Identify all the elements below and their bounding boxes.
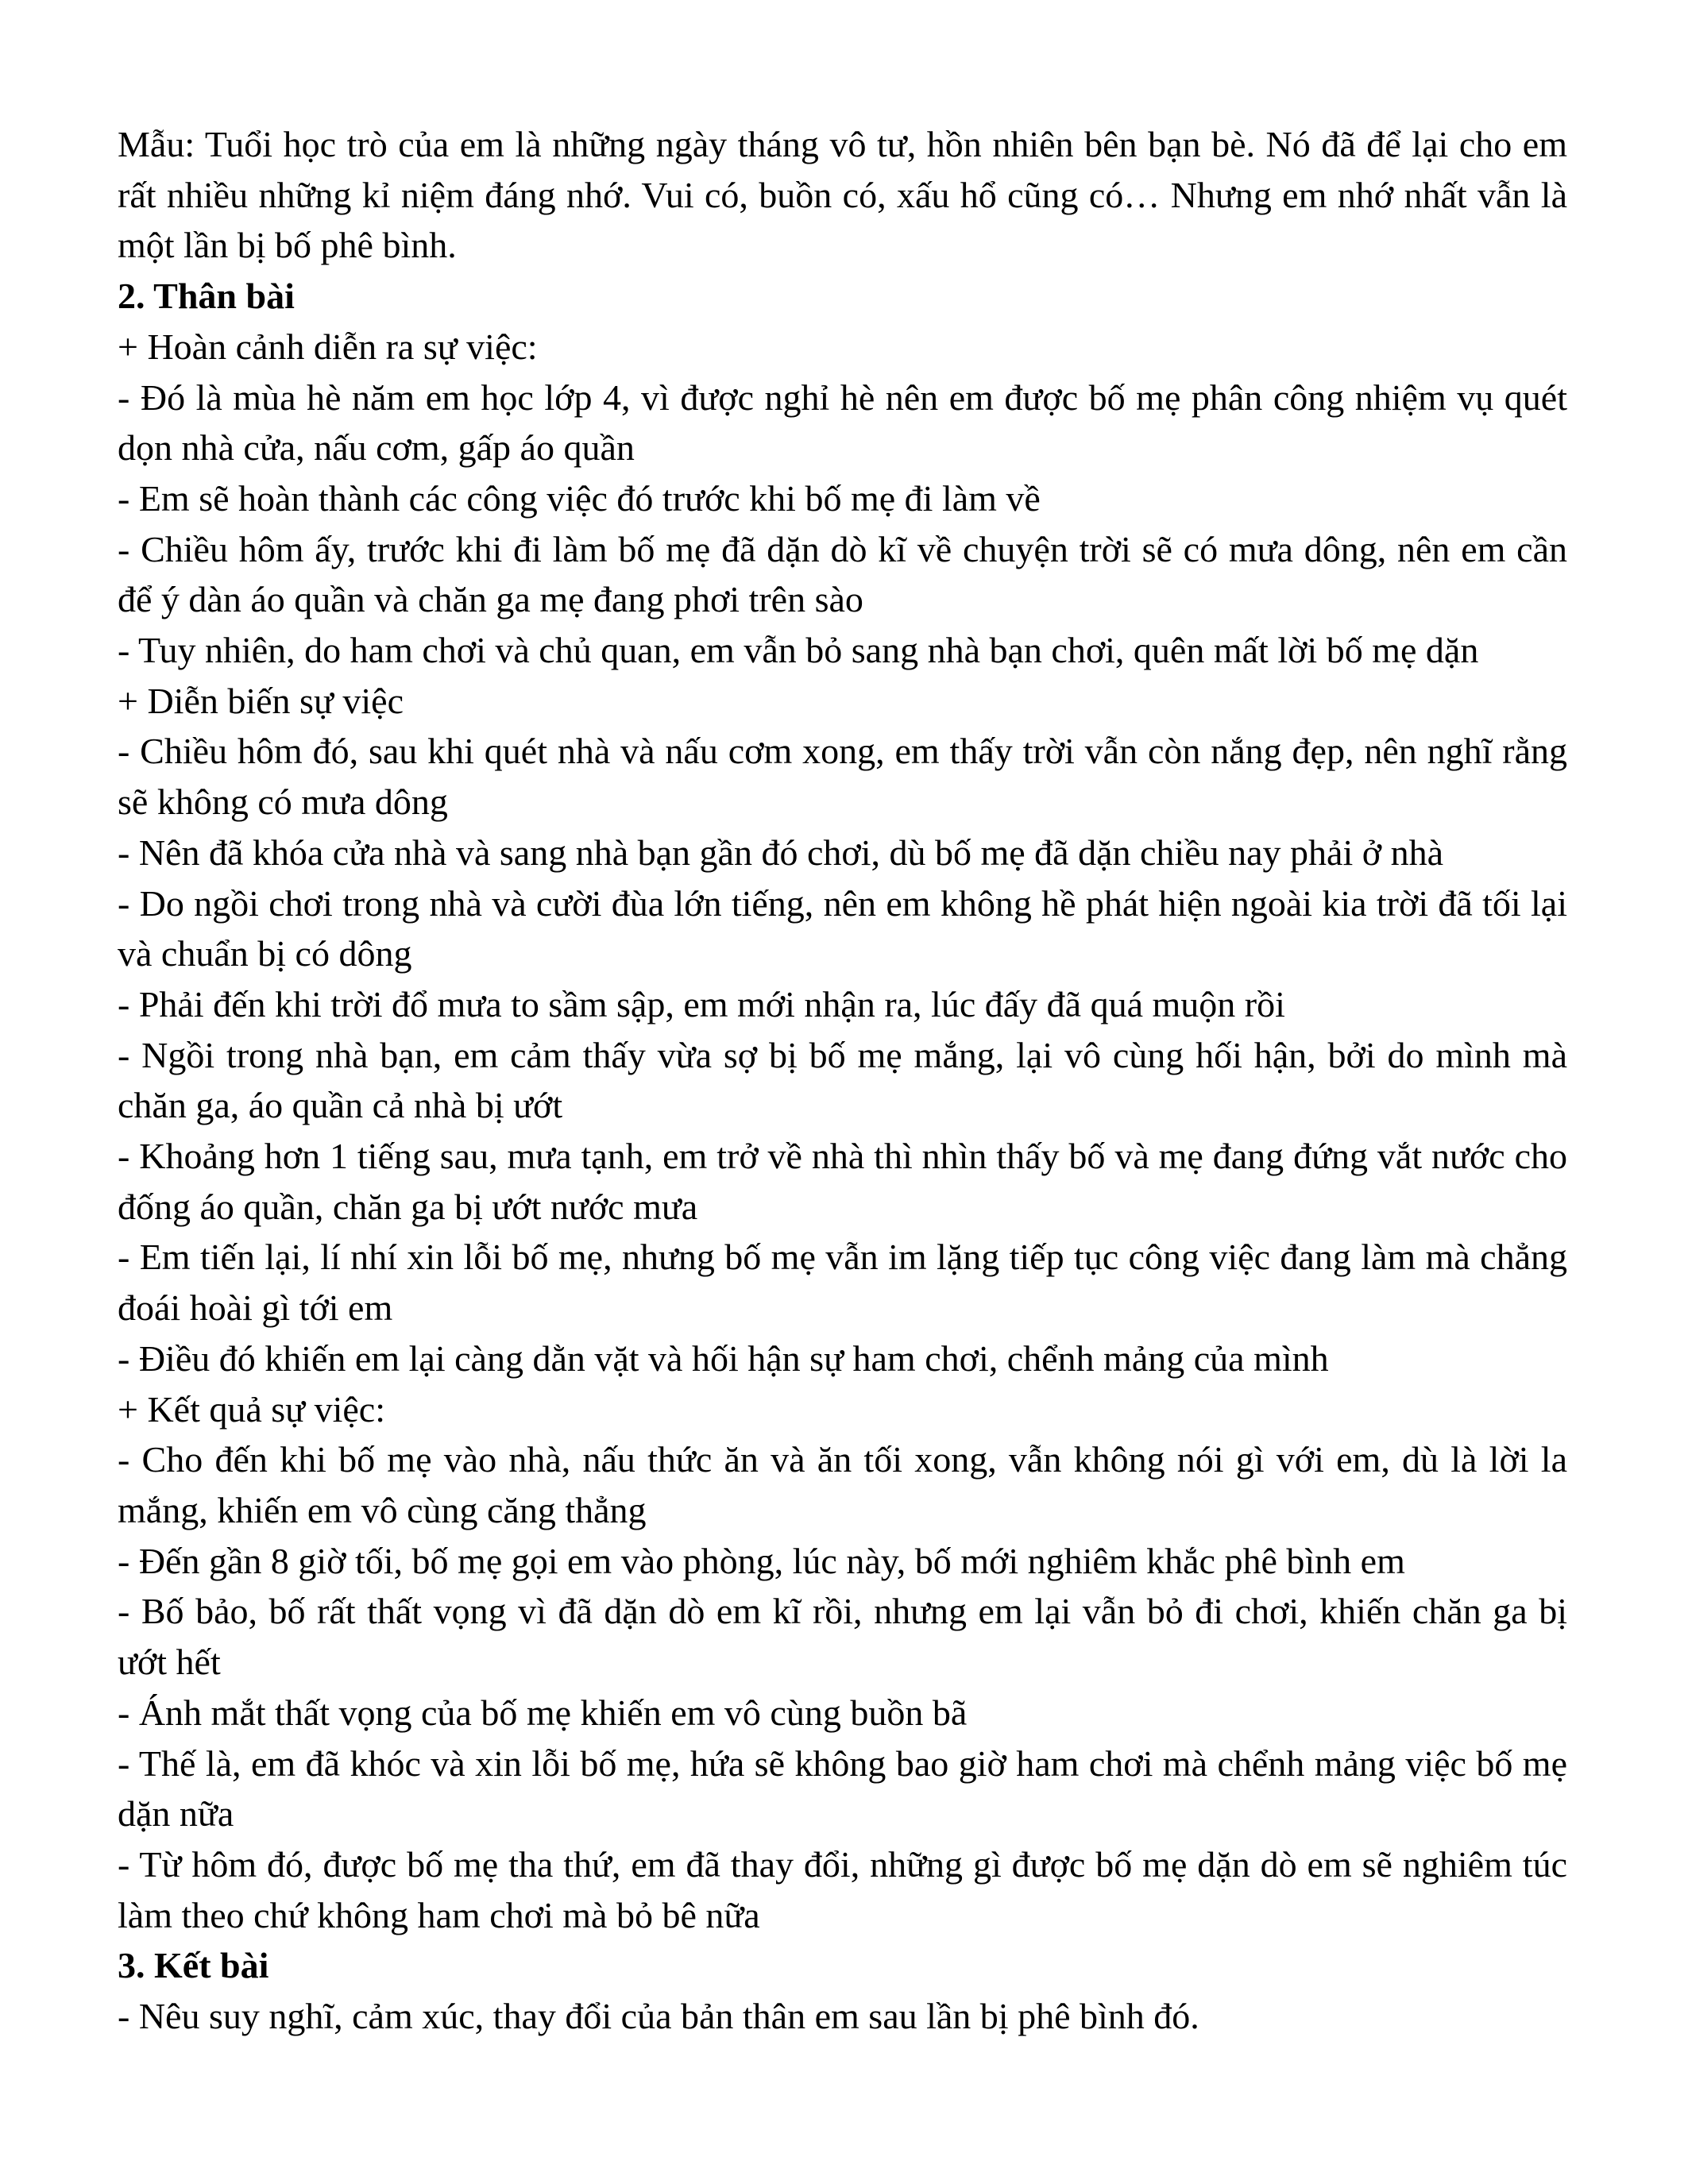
document-page	[118, 119, 1567, 2042]
body-line: - Do ngồi chơi trong nhà và cười đùa lớn tiếng, nên em không hề phát hiện ngoài kia trời đã tối lại và chuẩn bị có dông	[118, 882, 1567, 974]
body-line: - Điều đó khiến em lại càng dằn vặt và hối hận sự ham chơi, chểnh mảng của mình	[118, 1337, 1329, 1379]
body-line: - Phải đến khi trời đổ mưa to sầm sập, em mới nhận ra, lúc đấy đã quá muộn rồi	[118, 983, 1285, 1024]
body-line: - Cho đến khi bố mẹ vào nhà, nấu thức ăn và ăn tối xong, vẫn không nói gì với em, dù là lời la mắng, khiến em vô cùng căng thẳng	[118, 1439, 1567, 1530]
body-line: - Em tiến lại, lí nhí xin lỗi bố mẹ, nhưng bố mẹ vẫn im lặng tiếp tục công việc đang làm mà chẳng đoái hoài gì tới em	[118, 1237, 1567, 1329]
body-line: - Đến gần 8 giờ tối, bố mẹ gọi em vào phòng, lúc này, bố mới nghiêm khắc phê bình em	[118, 1540, 1405, 1581]
body-line: + Diễn biến sự việc	[118, 680, 404, 721]
body-line: - Bố bảo, bố rất thất vọng vì đã dặn dò em kĩ rồi, nhưng em lại vẫn bỏ đi chơi, khiến chăn ga bị ướt hết	[118, 1591, 1567, 1683]
body-line: - Tuy nhiên, do ham chơi và chủ quan, em vẫn bỏ sang nhà bạn chơi, quên mất lời bố mẹ dặn	[118, 630, 1479, 671]
body-line: - Thế là, em đã khóc và xin lỗi bố mẹ, hứa sẽ không bao giờ ham chơi mà chểnh mảng việc bố mẹ dặn nữa	[118, 1742, 1567, 1835]
body-line: - Em sẽ hoàn thành các công việc đó trước khi bố mẹ đi làm về	[118, 477, 1041, 519]
body-line: - Nêu suy nghĩ, cảm xúc, thay đổi của bản thân em sau lần bị phê bình đó.	[118, 1996, 1199, 2037]
section-heading-than-bai: 2. Thân bài	[118, 276, 295, 317]
intro-sample-paragraph: Mẫu: Tuổi học trò của em là những ngày tháng vô tư, hồn nhiên bên bạn bè. Nó đã để lại cho em rất nhiều những kỉ niệm đáng nhớ. Vui có, buồn có, xấu hổ cũng có… Nhưng em nhớ nhất vẫn là một lần bị bố phê bình.	[118, 124, 1567, 266]
body-line: + Kết quả sự việc:	[118, 1388, 386, 1430]
body-line: - Đó là mùa hè năm em học lớp 4, vì được nghỉ hè nên em được bố mẹ phân công nhiệm vụ quét dọn nhà cửa, nấu cơm, gấp áo quần	[118, 376, 1567, 469]
body-line: - Chiều hôm ấy, trước khi đi làm bố mẹ đã dặn dò kĩ về chuyện trời sẽ có mưa dông, nên em cần để ý dàn áo quần và chăn ga mẹ đang phơi trên sào	[118, 528, 1567, 620]
body-line: - Từ hôm đó, được bố mẹ tha thứ, em đã thay đổi, những gì được bố mẹ dặn dò em sẽ nghiêm túc làm theo chứ không ham chơi mà bỏ bê nữa	[118, 1843, 1567, 1935]
section-heading-ket-bai: 3. Kết bài	[118, 1945, 269, 1986]
body-line: - Khoảng hơn 1 tiếng sau, mưa tạnh, em trở về nhà thì nhìn thấy bố và mẹ đang đứng vắt nước cho đống áo quần, chăn ga bị ướt nước mưa	[118, 1136, 1567, 1227]
body-line: + Hoàn cảnh diễn ra sự việc:	[118, 326, 538, 367]
body-line: - Nên đã khóa cửa nhà và sang nhà bạn gần đó chơi, dù bố mẹ đã dặn chiều nay phải ở nhà	[118, 832, 1443, 873]
body-line: - Ánh mắt thất vọng của bố mẹ khiến em vô cùng buồn bã	[118, 1692, 968, 1733]
body-line: - Ngồi trong nhà bạn, em cảm thấy vừa sợ bị bố mẹ mắng, lại vô cùng hối hận, bởi do mình mà chăn ga, áo quần cả nhà bị ướt	[118, 1034, 1567, 1126]
body-line: - Chiều hôm đó, sau khi quét nhà và nấu cơm xong, em thấy trời vẫn còn nắng đẹp, nên nghĩ rằng sẽ không có mưa dông	[118, 731, 1567, 823]
